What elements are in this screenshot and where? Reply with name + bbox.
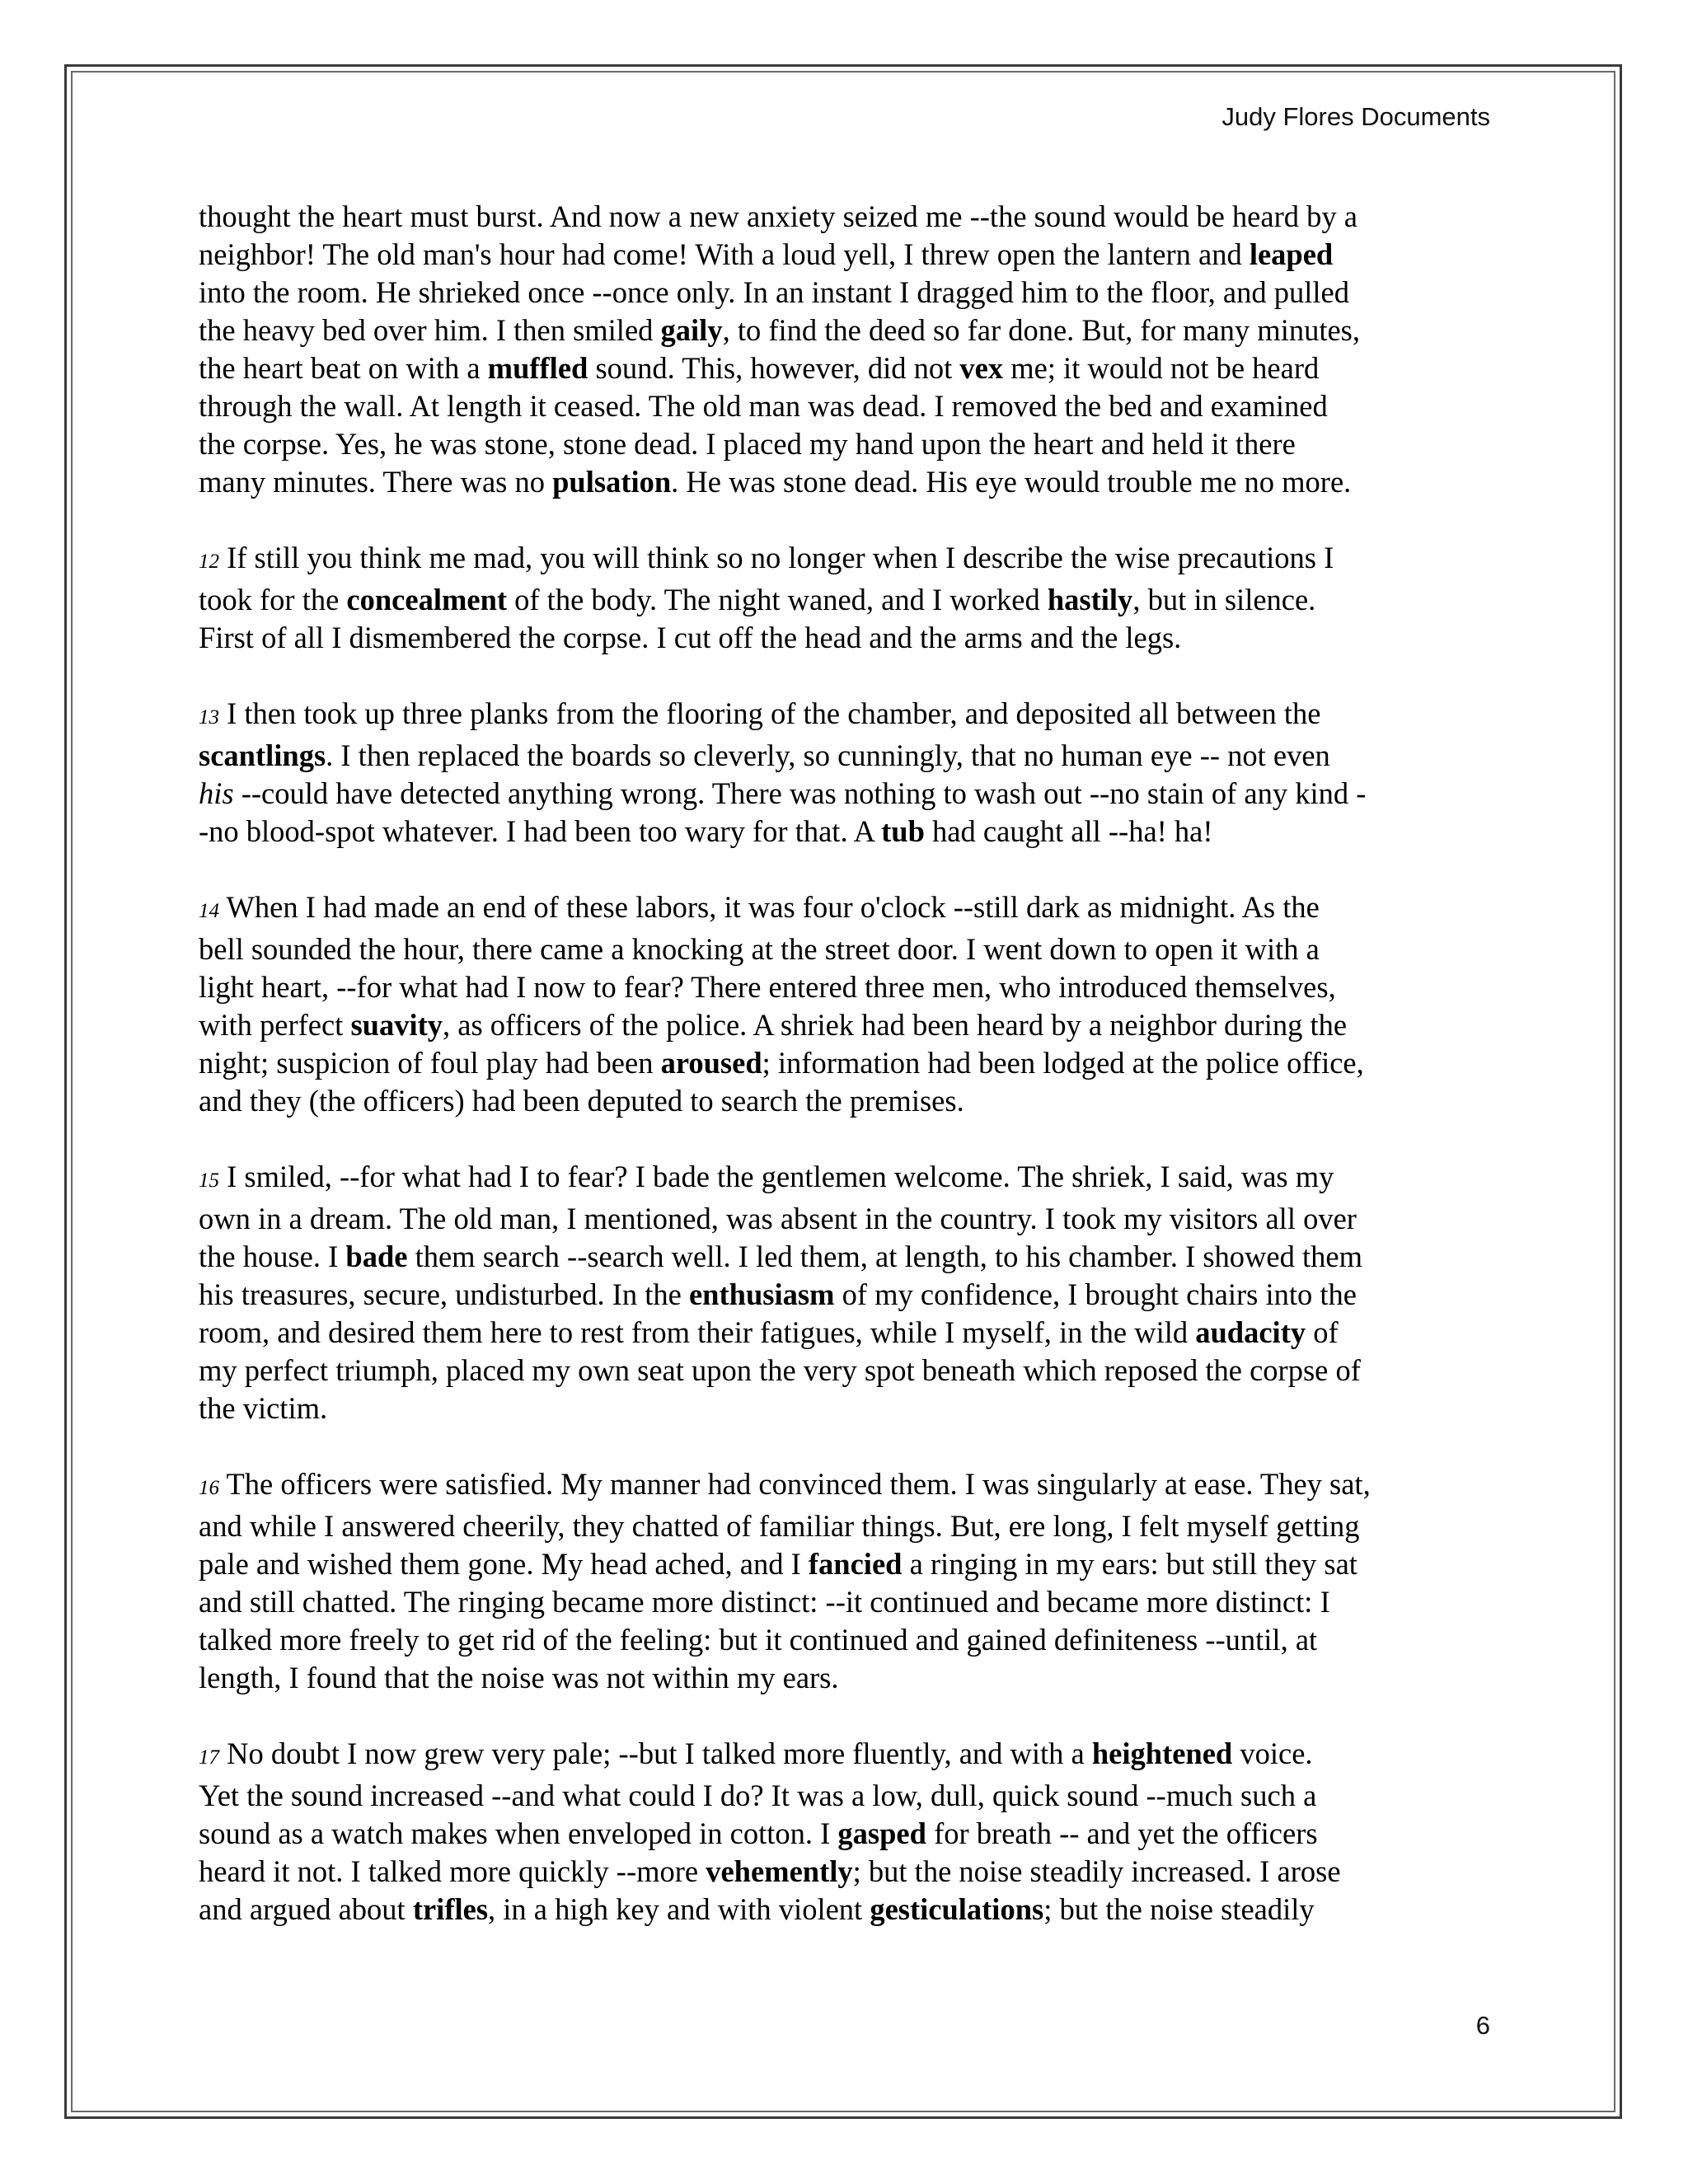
text-run: neighbor! The old man's hour had come! With a loud yell, I threw open the lantern and bbox=[199, 237, 1250, 271]
text-run: -no blood-spot whatever. I had been too wary for that. A bbox=[199, 814, 882, 848]
text-run: room, and desired them here to rest from their fatigues, while I myself, in the wild bbox=[199, 1315, 1196, 1349]
text-run: sound as a watch makes when enveloped in cotton. I bbox=[199, 1816, 838, 1850]
vocabulary-word: trifles bbox=[412, 1892, 489, 1926]
text-run: had caught all --ha! ha! bbox=[924, 814, 1213, 848]
vocabulary-word: vex bbox=[959, 351, 1004, 385]
paragraph-number: 16 bbox=[199, 1477, 219, 1499]
document-body bbox=[199, 198, 1517, 1929]
text-run: for breath -- and yet the officers bbox=[926, 1816, 1318, 1850]
text-run: his treasures, secure, undisturbed. In the bbox=[199, 1277, 689, 1311]
vocabulary-word: aroused bbox=[660, 1046, 762, 1080]
text-run: --could have detected anything wrong. There was nothing to wash out --no stain of any kind - bbox=[233, 776, 1367, 810]
text-run: and still chatted. The ringing became more distinct: --it continued and became more distinct: I bbox=[199, 1585, 1330, 1619]
text-run: the house. I bbox=[199, 1240, 346, 1273]
text-run: of the body. The night waned, and I worked bbox=[507, 583, 1048, 616]
text-run: with perfect bbox=[199, 1008, 351, 1042]
text-run: and while I answered cheerily, they chatted of familiar things. But, ere long, I felt myself getting bbox=[199, 1509, 1360, 1543]
text-run: Yet the sound increased --and what could I do? It was a low, dull, quick sound --much such a bbox=[199, 1779, 1317, 1812]
text-run: them search --search well. I led them, at length, to his chamber. I showed them bbox=[407, 1240, 1362, 1273]
vocabulary-word: tub bbox=[881, 814, 925, 848]
paragraph bbox=[199, 695, 1517, 851]
emphasis-text: his bbox=[199, 776, 234, 810]
text-run: took for the bbox=[199, 583, 347, 616]
paragraph-number: 12 bbox=[199, 551, 219, 573]
text-run: . I then replaced the boards so cleverly, so cunningly, that no human eye -- not even bbox=[326, 738, 1330, 772]
text-run: and they (the officers) had been deputed to search the premises. bbox=[199, 1084, 964, 1118]
text-run: of my confidence, I brought chairs into the bbox=[834, 1277, 1357, 1311]
text-run: . He was stone dead. His eye would trouble me no more. bbox=[671, 465, 1352, 499]
text-run: and argued about bbox=[199, 1892, 413, 1926]
vocabulary-word: pulsation bbox=[552, 465, 672, 499]
text-run: pale and wished them gone. My head ached, and I bbox=[199, 1547, 809, 1581]
vocabulary-word: scantlings bbox=[199, 738, 326, 772]
vocabulary-word: leaped bbox=[1249, 237, 1334, 271]
vocabulary-word: gasped bbox=[837, 1816, 926, 1850]
vocabulary-word: muffled bbox=[487, 351, 588, 385]
text-run: many minutes. There was no bbox=[199, 465, 553, 499]
paragraph bbox=[199, 1158, 1517, 1427]
paragraph bbox=[199, 888, 1517, 1120]
vocabulary-word: gesticulations bbox=[870, 1892, 1044, 1926]
paragraph-number: 15 bbox=[199, 1169, 219, 1192]
text-run: into the room. He shrieked once --once only. In an instant I dragged him to the floor, and pulled bbox=[199, 275, 1349, 309]
text-run: a ringing in my ears: but still they sat bbox=[902, 1547, 1357, 1581]
vocabulary-word: hastily bbox=[1047, 583, 1133, 616]
paragraph bbox=[199, 198, 1517, 501]
text-run: own in a dream. The old man, I mentioned, was absent in the country. I took my visitors all over bbox=[199, 1202, 1357, 1235]
text-run: When I had made an end of these labors, it was four o'clock --still dark as midnight. As the bbox=[219, 890, 1320, 924]
page-number: 6 bbox=[1475, 2011, 1490, 2040]
text-run: First of all I dismembered the corpse. I cut off the head and the arms and the legs. bbox=[199, 621, 1182, 654]
text-run: thought the heart must burst. And now a new anxiety seized me --the sound would be heard by a bbox=[199, 199, 1357, 233]
paragraph-number: 17 bbox=[199, 1746, 219, 1769]
text-run: I smiled, --for what had I to fear? I bade the gentlemen welcome. The shriek, I said, was my bbox=[219, 1160, 1334, 1193]
text-run: ; information had been lodged at the police office, bbox=[762, 1046, 1364, 1080]
text-run: talked more freely to get rid of the feeling: but it continued and gained definiteness --until, at bbox=[199, 1623, 1318, 1657]
paragraph-number: 14 bbox=[199, 900, 219, 922]
vocabulary-word: audacity bbox=[1195, 1315, 1306, 1349]
vocabulary-word: concealment bbox=[346, 583, 508, 616]
text-run: night; suspicion of foul play had been bbox=[199, 1046, 661, 1080]
text-run: ; but the noise steadily bbox=[1043, 1892, 1315, 1926]
vocabulary-word: vehemently bbox=[706, 1854, 853, 1888]
text-run: , but in silence. bbox=[1132, 583, 1316, 616]
vocabulary-word: enthusiasm bbox=[688, 1277, 835, 1311]
text-run: of bbox=[1306, 1315, 1339, 1349]
text-run: the heavy bed over him. I then smiled bbox=[199, 313, 661, 347]
vocabulary-word: suavity bbox=[350, 1008, 443, 1042]
text-run: The officers were satisfied. My manner had convinced them. I was singularly at ease. They sat, bbox=[219, 1467, 1371, 1501]
text-run: No doubt I now grew very pale; --but I talked more fluently, and with a bbox=[219, 1736, 1092, 1770]
text-run: heard it not. I talked more quickly --more bbox=[199, 1854, 706, 1888]
paragraph bbox=[199, 539, 1517, 657]
paragraph-number: 13 bbox=[199, 706, 219, 729]
paragraph bbox=[199, 1735, 1517, 1929]
text-run: , as officers of the police. A shriek had been heard by a neighbor during the bbox=[443, 1008, 1348, 1042]
text-run: ; but the noise steadily increased. I arose bbox=[852, 1854, 1341, 1888]
text-run: , in a high key and with violent bbox=[488, 1892, 870, 1926]
vocabulary-word: bade bbox=[345, 1240, 408, 1273]
text-run: voice. bbox=[1232, 1736, 1313, 1770]
text-run: bell sounded the hour, there came a knocking at the street door. I went down to open it with a bbox=[199, 932, 1320, 966]
text-run: sound. This, however, did not bbox=[588, 351, 960, 385]
text-run: the heart beat on with a bbox=[199, 351, 488, 385]
text-run: the corpse. Yes, he was stone, stone dead. I placed my hand upon the heart and held it there bbox=[199, 427, 1296, 461]
page-header: Judy Flores Documents bbox=[1221, 102, 1490, 131]
paragraph bbox=[199, 1465, 1517, 1697]
text-run: If still you think me mad, you will think so no longer when I describe the wise precautions I bbox=[219, 541, 1334, 574]
text-run: length, I found that the noise was not within my ears. bbox=[199, 1661, 839, 1694]
text-run: light heart, --for what had I now to fear? There entered three men, who introduced themselves, bbox=[199, 970, 1336, 1004]
text-run: the victim. bbox=[199, 1391, 328, 1425]
text-run: I then took up three planks from the flooring of the chamber, and deposited all between the bbox=[219, 696, 1321, 730]
text-run: my perfect triumph, placed my own seat upon the very spot beneath which reposed the corpse of bbox=[199, 1353, 1361, 1387]
text-run: , to find the deed so far done. But, for many minutes, bbox=[722, 313, 1361, 347]
vocabulary-word: fancied bbox=[808, 1547, 903, 1581]
text-run: through the wall. At length it ceased. The old man was dead. I removed the bed and examined bbox=[199, 389, 1328, 423]
vocabulary-word: heightened bbox=[1091, 1736, 1233, 1770]
vocabulary-word: gaily bbox=[660, 313, 723, 347]
text-run: me; it would not be heard bbox=[1003, 351, 1320, 385]
